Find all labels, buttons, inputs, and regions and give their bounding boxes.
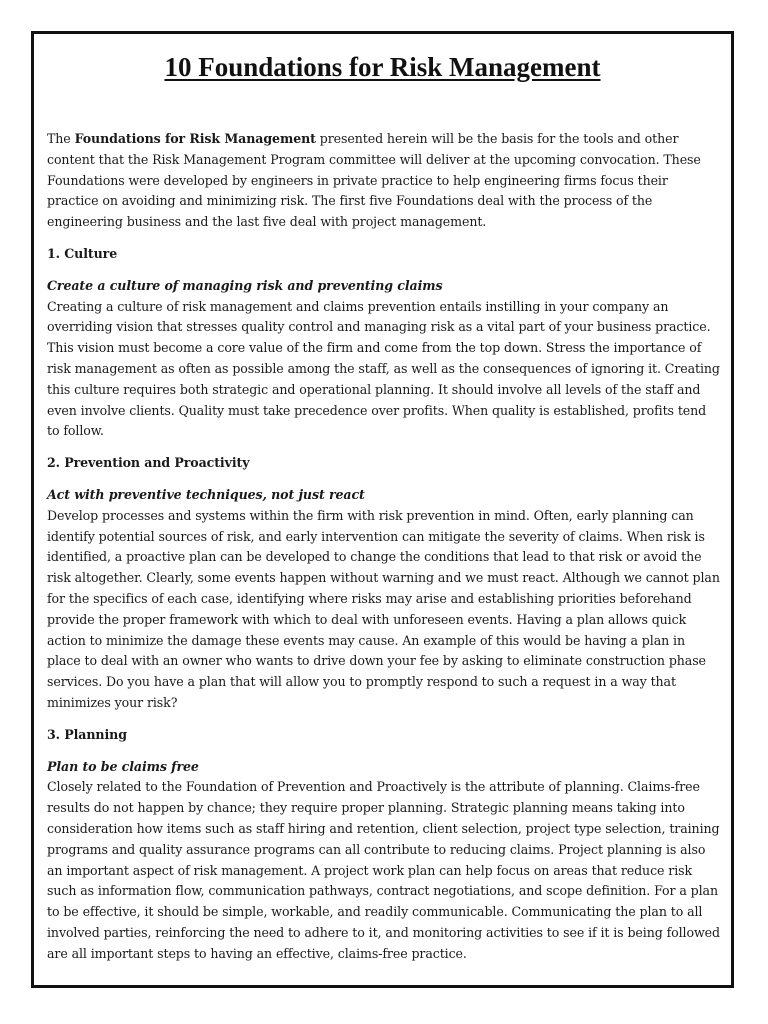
section-culture xyxy=(47,244,721,442)
section-subheading: Act with preventive techniques, not just react xyxy=(47,486,365,502)
section-heading: 1. Culture xyxy=(47,245,118,261)
section-body: Closely related to the Foundation of Prevention and Proactively is the attribute of planning. Claims-free results do not happen by chance; they require proper planning. Strategic planning means taking into consideration how items such as staff hiring and retention, client selection, project type selection, training programs and quality assurance programs can all contribute to reducing claims. Project planning is also an important aspect of risk management. A project work plan can help focus on areas that reduce risk such as information flow, communication pathways, contract negotiations, and scope definition. For a plan to be effective, it should be simple, workable, and readily communicable. Communicating the plan to all involved parties, reinforcing the need to adhere to it, and monitoring activities to see if it is being followed are all important steps to having an effective, claims-free practice. xyxy=(47,779,720,961)
section-body: Creating a culture of risk management and claims prevention entails instilling in your company an overriding vision that stresses quality control and managing risk as a vital part of your business practice. This vision must become a core value of the firm and come from the top down. Stress the importance of risk management as often as possible among the staff, as well as the consequences of ignoring it. Creating this culture requires both strategic and operational planning. It should involve all levels of the staff and even involve clients. Quality must take precedence over profits. When quality is established, profits tend to follow. xyxy=(47,298,720,439)
section-heading: 3. Planning xyxy=(47,726,127,742)
document-content xyxy=(47,129,721,975)
page-frame xyxy=(31,31,734,988)
section-prevention xyxy=(47,453,721,714)
section-subheading: Create a culture of managing risk and preventing claims xyxy=(47,277,443,293)
section-heading: 2. Prevention and Proactivity xyxy=(47,455,250,471)
intro-paragraph xyxy=(47,129,721,233)
section-body: Develop processes and systems within the firm with risk prevention in mind. Often, early planning can identify potential sources of risk, and early intervention can mitigate the severity of claims. When risk is identified, a proactive plan can be developed to change the conditions that lead to that risk or avoid the risk altogether. Clearly, some events happen without warning and we must react. Although we cannot plan for the specifics of each case, identifying where risks may arise and establishing priorities beforehand provide the proper framework with which to deal with unforeseen events. Having a plan allows quick action to minimize the damage these events may cause. An example of this would be having a plan in place to deal with an owner who wants to drive down your fee by asking to eliminate construction phase services. Do you have a plan that will allow you to promptly respond to such a request in a way that minimizes your risk? xyxy=(47,507,720,710)
document-title: 10 Foundations for Risk Management xyxy=(164,52,601,82)
section-planning xyxy=(47,725,721,965)
intro-rest: presented herein will be the basis for the tools and other content that the Risk Management Program committee will deliver at the upcoming convocation. These Foundations were developed by engineers in private practice to help engineering firms focus their practice on avoiding and minimizing risk. The first five Foundations deal with the process of the engineering business and the last five deal with project management. xyxy=(47,131,701,230)
intro-lead: The xyxy=(47,131,75,146)
section-subheading: Plan to be claims free xyxy=(47,758,199,774)
intro-bold-term: Foundations for Risk Management xyxy=(74,131,316,146)
